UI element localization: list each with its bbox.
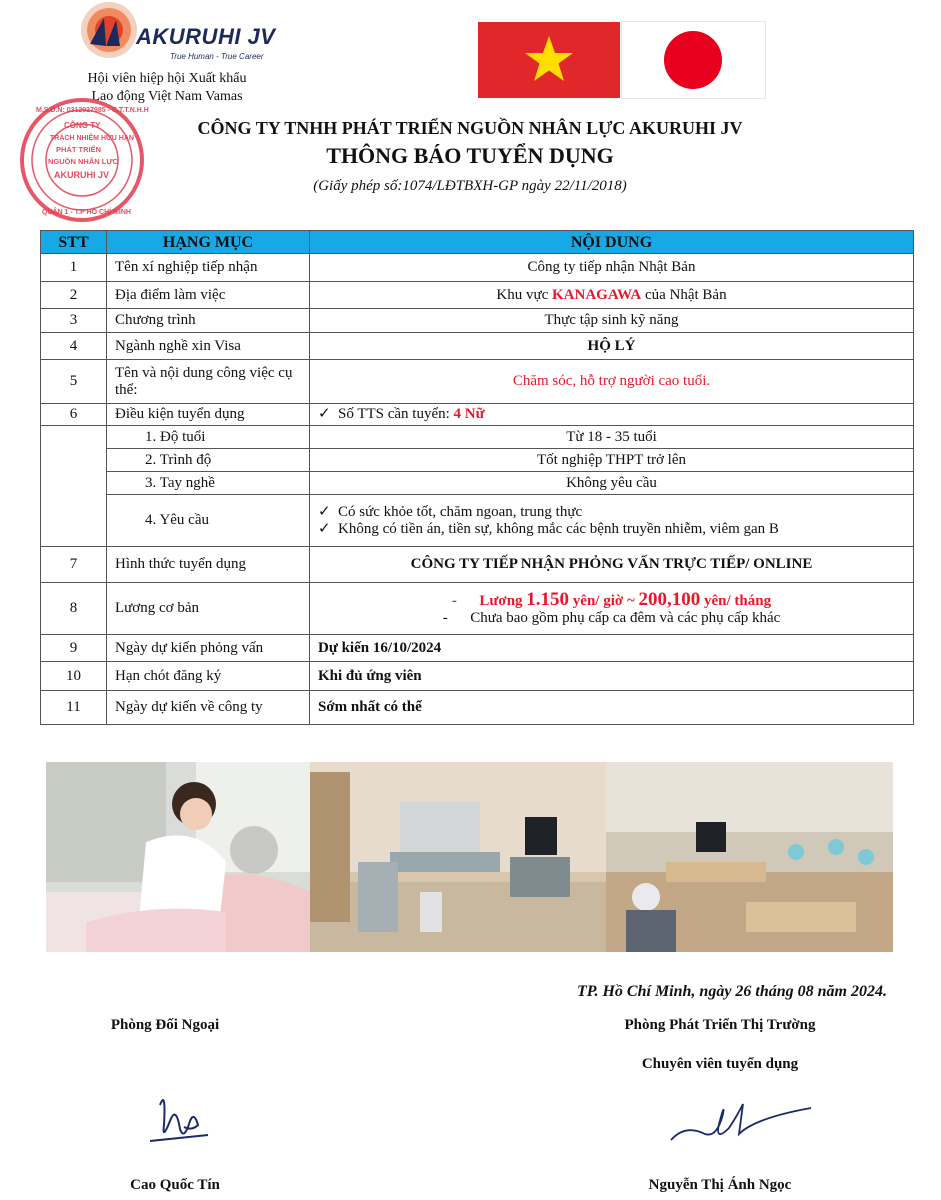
row-label: 3. Tay nghề: [107, 472, 310, 495]
row-stt: 11: [41, 691, 107, 725]
row-stt: 7: [41, 547, 107, 583]
quota-highlight: 4 Nữ: [453, 406, 485, 422]
row-value: Từ 18 - 35 tuổi: [310, 426, 914, 449]
logo-tagline: True Human - True Career: [170, 52, 264, 61]
row-value: [310, 404, 914, 426]
location-prefix: Khu vực: [496, 286, 553, 303]
table-row: [41, 426, 914, 449]
table-row: [41, 495, 914, 547]
right-signer-name: Nguyễn Thị Ánh Ngọc: [648, 1177, 792, 1193]
row-label: 2. Trình độ: [107, 449, 310, 472]
row-label: 4. Yêu cầu: [107, 495, 310, 547]
right-role: Chuyên viên tuyển dụng: [641, 1056, 799, 1072]
table-row: [41, 449, 914, 472]
requirement-item: [318, 504, 905, 521]
row-stt: 5: [41, 360, 107, 404]
svg-text:CÔNG TY: CÔNG TY: [64, 121, 101, 130]
checkmark-icon: ✓: [318, 406, 331, 422]
table-row: [41, 635, 914, 662]
japan-flag: [622, 22, 765, 98]
salary-suffix: yên/ tháng: [700, 592, 772, 609]
row-value: [310, 495, 914, 547]
header-content: NỘI DUNG: [310, 231, 914, 254]
header-stt: STT: [41, 231, 107, 254]
svg-text:NGUỒN NHÂN LỰC: NGUỒN NHÂN LỰC: [48, 157, 118, 166]
requirement-text: Không có tiền án, tiền sự, không mắc các bệnh truyền nhiễm, viêm gan B: [338, 520, 779, 537]
table-row: [41, 547, 914, 583]
row-stt: 3: [41, 309, 107, 333]
row-label: Chương trình: [107, 309, 310, 333]
photo-caregiver: [46, 762, 310, 952]
table-row: [41, 691, 914, 725]
right-department: Phòng Phát Triển Thị Trường: [624, 1017, 816, 1033]
table-row: [41, 404, 914, 426]
row-label: Ngành nghề xin Visa: [107, 333, 310, 360]
signing-date: TP. Hồ Chí Minh, ngày 26 tháng 08 năm 2024.: [577, 983, 887, 1000]
left-department: Phòng Đối Ngoại: [110, 1017, 220, 1033]
svg-text:TRÁCH NHIỆM HỮU HẠN: TRÁCH NHIỆM HỮU HẠN: [50, 135, 134, 142]
row-label: Điều kiện tuyển dụng: [107, 404, 310, 426]
row-label: Lương cơ bản: [107, 583, 310, 635]
row-stt: 2: [41, 282, 107, 309]
row-value: Công ty tiếp nhận Nhật Bản: [310, 254, 914, 282]
row-stt: 8: [41, 583, 107, 635]
row-stt: 4: [41, 333, 107, 360]
row-stt: 1: [41, 254, 107, 282]
svg-text:AKURUHI JV: AKURUHI JV: [54, 170, 110, 180]
license-number: (Giấy phép số:1074/LĐTBXH-GP ngày 22/11/2018): [313, 178, 627, 194]
svg-text:QUẬN 1 - T.P HỒ CHÍ MINH: QUẬN 1 - T.P HỒ CHÍ MINH: [42, 209, 131, 216]
svg-text:M.S.D.N: 0312927985 - C.T.T.N.: M.S.D.N: 0312927985 - C.T.T.N.H.H: [36, 107, 149, 114]
row-value: Thực tập sinh kỹ năng: [310, 309, 914, 333]
row-value: HỘ LÝ: [310, 333, 914, 360]
company-name: CÔNG TY TNHH PHÁT TRIỂN NGUỒN NHÂN LỰC AKURUHI JV: [197, 118, 743, 138]
location-suffix: của Nhật Bản: [641, 286, 727, 303]
table-header-row: [41, 231, 914, 254]
salary-mid: yên/ giờ ~: [569, 592, 639, 609]
table-row: [41, 472, 914, 495]
row-label: Tên xí nghiệp tiếp nhận: [107, 254, 310, 282]
logo-wordmark: AKURUHI JV: [136, 24, 276, 49]
row-label: Hạn chót đăng ký: [107, 662, 310, 691]
row-stt-empty: [41, 426, 107, 547]
row-stt: 10: [41, 662, 107, 691]
photo-dining-hall: [606, 762, 893, 952]
table-row: [41, 309, 914, 333]
header-category: HẠNG MỤC: [107, 231, 310, 254]
star-icon: [478, 22, 620, 98]
notice-title: THÔNG BÁO TUYỂN DỤNG: [326, 143, 614, 168]
requirement-text: Có sức khỏe tốt, chăm ngoan, trung thực: [338, 503, 583, 520]
vietnam-flag: [478, 22, 620, 98]
row-value: [310, 583, 914, 635]
right-signature: [665, 1094, 815, 1146]
left-signer-name: Cao Quốc Tín: [130, 1177, 220, 1193]
table-row: [41, 333, 914, 360]
company-stamp: [12, 96, 152, 226]
row-label: 1. Độ tuổi: [107, 426, 310, 449]
table-row: [41, 360, 914, 404]
row-value: [310, 282, 914, 309]
salary-hourly: 1.150: [526, 588, 570, 610]
requirement-item: [318, 521, 905, 538]
company-logo-mark: [76, 0, 142, 62]
checkmark-icon: ✓: [318, 503, 331, 520]
row-label: Địa điểm làm việc: [107, 282, 310, 309]
location-highlight: KANAGAWA: [552, 286, 642, 303]
row-value: Không yêu cầu: [310, 472, 914, 495]
table-row: [41, 254, 914, 282]
row-value: Tốt nghiệp THPT trở lên: [310, 449, 914, 472]
salary-monthly: 200,100: [638, 588, 701, 610]
table-row: [41, 662, 914, 691]
row-value: Chăm sóc, hỗ trợ người cao tuổi.: [310, 360, 914, 404]
recruitment-table: [40, 230, 914, 725]
row-value: Dự kiến 16/10/2024: [310, 635, 914, 662]
association-line-2: Lao động Việt Nam Vamas: [91, 89, 243, 104]
row-label: Tên và nội dung công việc cụ thể:: [107, 360, 310, 404]
salary-line: - Lương 1.150 yên/ giờ ~ 200,100 yên/ tháng: [451, 588, 772, 610]
salary-note-text: Chưa bao gồm phụ cấp ca đêm và các phụ cấp khác: [470, 609, 781, 626]
photo-care-room: [310, 762, 606, 952]
quota-prefix: Số TTS cần tuyển:: [338, 406, 454, 422]
salary-note: - Chưa bao gồm phụ cấp ca đêm và các phụ cấp khác: [442, 609, 781, 626]
svg-text:PHÁT TRIỂN: PHÁT TRIỂN: [56, 145, 101, 154]
left-signature: [140, 1085, 220, 1149]
row-label: Ngày dự kiến phỏng vấn: [107, 635, 310, 662]
row-value: Khi đủ ứng viên: [310, 662, 914, 691]
row-stt: 9: [41, 635, 107, 662]
rising-sun-disc: [664, 31, 722, 89]
row-value: CÔNG TY TIẾP NHẬN PHỎNG VẤN TRỰC TIẾP/ ONLINE: [310, 547, 914, 583]
association-line-1: Hội viên hiệp hội Xuất khẩu: [87, 71, 247, 86]
checkmark-icon: ✓: [318, 520, 331, 537]
row-label: Ngày dự kiến về công ty: [107, 691, 310, 725]
table-row: [41, 583, 914, 635]
salary-prefix: Lương: [479, 592, 527, 609]
row-stt: 6: [41, 404, 107, 426]
row-label: Hình thức tuyển dụng: [107, 547, 310, 583]
table-row: [41, 282, 914, 309]
row-value: Sớm nhất có thể: [310, 691, 914, 725]
